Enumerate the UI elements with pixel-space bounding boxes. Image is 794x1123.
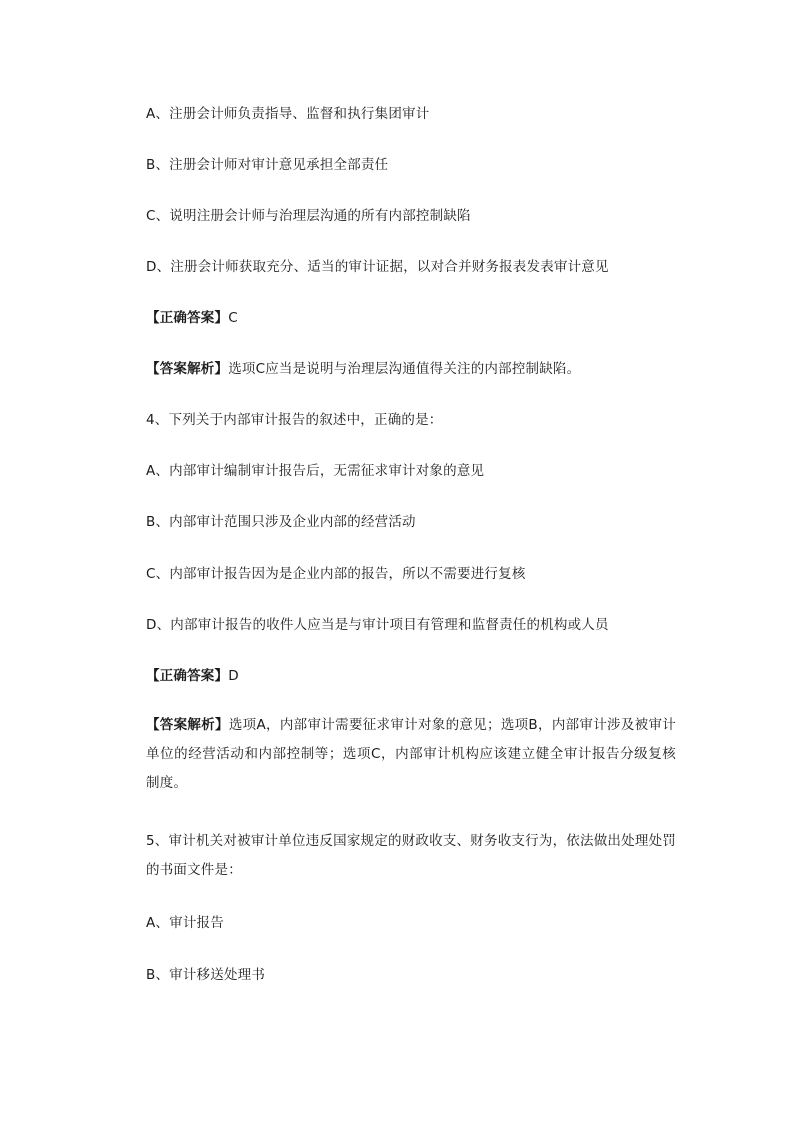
q4-option-c: C、内部审计报告因为是企业内部的报告，所以不需要进行复核	[146, 566, 526, 582]
q3-option-a: A、注册会计师负责指导、监督和执行集团审计	[146, 106, 430, 122]
q4-option-a: A、内部审计编制审计报告后，无需征求审计对象的意见	[146, 463, 485, 479]
q4-question: 4、下列关于内部审计报告的叙述中，正确的是：	[146, 412, 443, 428]
answer-label: 【正确答案】	[146, 310, 229, 326]
q4-answer	[146, 667, 239, 685]
analysis-label: 【答案解析】	[146, 717, 229, 733]
answer-label: 【正确答案】	[146, 668, 229, 684]
analysis-text: 选项A，内部审计需要征求审计对象的意见；选项B，内部审计涉及被审计单位的经营活动和内部控制等；选项C，内部审计机构应该建立健全审计报告分级复核制度。	[146, 717, 676, 791]
q4-option-b: B、内部审计范围只涉及企业内部的经营活动	[146, 514, 416, 530]
q3-option-d: D、注册会计师获取充分、适当的审计证据，以对合并财务报表发表审计意见	[146, 259, 609, 275]
q4-option-d: D、内部审计报告的收件人应当是与审计项目有管理和监督责任的机构或人员	[146, 617, 609, 633]
q3-answer	[146, 309, 238, 327]
analysis-label: 【答案解析】	[146, 361, 229, 377]
q5-option-b: B、审计移送处理书	[146, 967, 266, 983]
q4-analysis	[146, 711, 676, 798]
q5-question: 5、审计机关对被审计单位违反国家规定的财政收支、财务收支行为，依法做出处理处罚的书面文件是：	[146, 833, 676, 878]
q3-option-b: B、注册会计师对审计意见承担全部责任	[146, 157, 389, 173]
answer-value: D	[228, 668, 239, 684]
q3-analysis	[146, 360, 580, 378]
answer-value: C	[228, 310, 238, 326]
q5-option-a: A、审计报告	[146, 915, 224, 931]
q3-option-c: C、说明注册会计师与治理层沟通的所有内部控制缺陷	[146, 208, 471, 224]
analysis-text: 选项C应当是说明与治理层沟通值得关注的内部控制缺陷。	[228, 361, 581, 377]
